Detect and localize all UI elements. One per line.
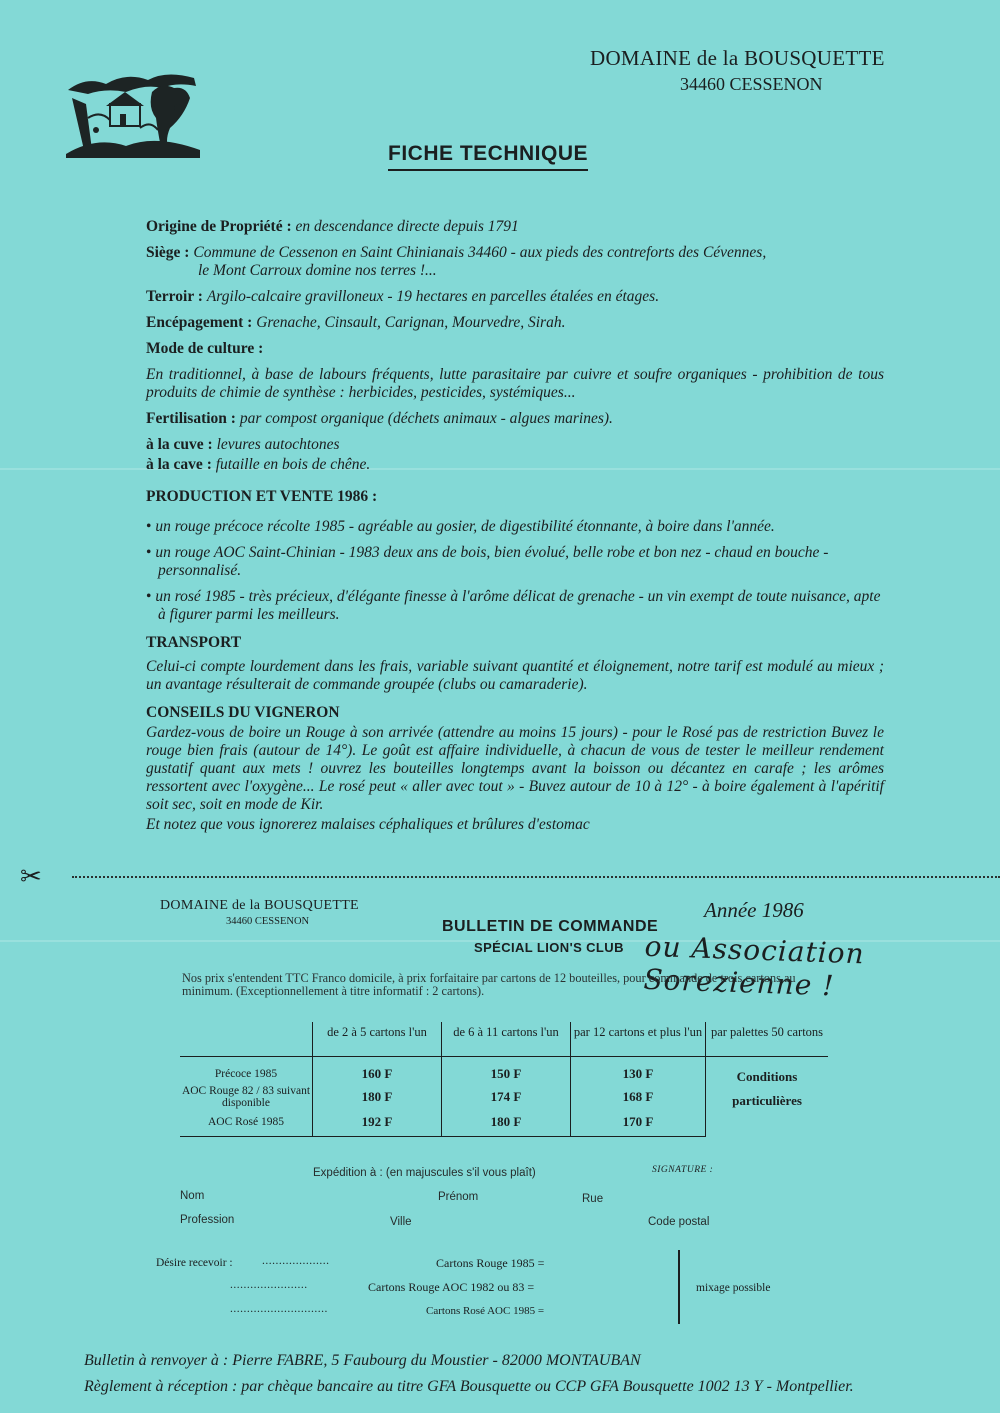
vineyard-logo-illustration (66, 58, 200, 158)
code-postal-field[interactable]: Code postal (648, 1216, 710, 1228)
origine-label: Origine de Propriété : (146, 218, 292, 235)
transport-heading: TRANSPORT (146, 634, 242, 651)
cave-text: futaille en bois de chêne. (215, 456, 371, 473)
price-cell: 170 F (571, 1109, 706, 1137)
conditions-text-2: particulières (732, 1093, 802, 1108)
table-header-cell: de 2 à 5 cartons l'un (313, 1022, 442, 1057)
order-year: Année 1986 (704, 898, 804, 922)
mixage-note: mixage possible (696, 1282, 771, 1294)
nom-field[interactable]: Nom (180, 1190, 205, 1202)
encepagement-text: Grenache, Cinsault, Carignan, Mourvedre, Sirah. (256, 314, 566, 331)
cuve-text: levures autochtones (216, 436, 340, 453)
mode-culture-label: Mode de culture : (146, 340, 264, 357)
transport-text: Celui-ci compte lourdement dans les frais, variable suivant quantité et éloignement, notre tarif est modulé au mieux ; un avantage résulterait de commande groupée (clubs ou camaraderie). (146, 658, 884, 693)
order-title: BULLETIN DE COMMANDE (442, 918, 659, 935)
cuve-row (146, 436, 884, 454)
list-item: • un rouge AOC Saint-Chinian - 1983 deux ans de bois, bien évolué, belle robe et bon nez - chaud en bouche - personnalisé. (146, 544, 884, 580)
conseils-heading: CONSEILS DU VIGNERON (146, 704, 340, 721)
footer-return-address: Bulletin à renvoyer à : Pierre FABRE, 5 Faubourg du Moustier - 82000 MONTAUBAN (84, 1352, 641, 1369)
price-cell: 174 F (442, 1085, 571, 1109)
cave-row (146, 456, 884, 474)
price-cell: 168 F (571, 1085, 706, 1109)
origine-row (146, 218, 884, 236)
price-cell: 192 F (313, 1109, 442, 1137)
rose-aoc-label: Cartons Rosé AOC 1985 = (426, 1305, 545, 1317)
mode-culture-text: En traditionnel, à base de labours fréquents, lutte parasitaire par cuivre et soufre organiques - prohibition de tous produits de chimie de synthèse : herbicides, pesticides, systémiques... (146, 366, 884, 401)
fertilisation-text: par compost organique (déchets animaux - algues marines). (239, 410, 613, 427)
siege-text: Commune de Cessenon en Saint Chinianais 34460 - aux pieds des contreforts des Cévennes, (193, 244, 767, 261)
order-domain-name: DOMAINE de la BOUSQUETTE (160, 898, 359, 913)
cuve-label: à la cuve : (146, 436, 213, 453)
conseils-text: Gardez-vous de boire un Rouge à son arrivée (attendre au moins 15 jours) - pour le Rosé pas de restriction Buvez le rouge bien frais (autour de 14°). Le goût est affaire individuelle, à chacun de vous de tester le meilleur rendement gustatif quant aux mets ! ouvrez les bouteilles longtemps avant la boisson ou décantez en carafe ; les arômes ressortent avec l'oxygène... Le rosé peut « aller avec tout » - Buvez autour de 10 à 12° - à boire également à l'apéritif soit sec, soit en mode de Kir. (146, 724, 884, 813)
quantity-rouge-aoc[interactable]: ....................... (230, 1279, 308, 1291)
rouge-1985-label: Cartons Rouge 1985 = (436, 1256, 545, 1270)
production-heading: PRODUCTION ET VENTE 1986 : (146, 488, 378, 505)
order-domain-city: 34460 CESSENON (226, 916, 310, 927)
pricing-note: Nos prix s'entendent TTC Franco domicile, à prix forfaitaire par cartons de 12 bouteilles, pour commande de trois cartons au minimum. (Exceptionnellement à titre informatif : 2 cartons). (182, 971, 796, 998)
table-row (180, 1057, 828, 1085)
price-table (180, 1022, 828, 1137)
cave-label: à la cave : (146, 456, 212, 473)
technical-sheet-body (146, 218, 884, 842)
conditions-cell (706, 1057, 829, 1137)
terroir-label: Terroir : (146, 288, 203, 305)
table-header-cell (180, 1022, 313, 1057)
handwritten-annotation: ou Association Sorezienne ! (642, 929, 866, 1003)
ville-field[interactable]: Ville (390, 1216, 412, 1228)
list-item: • un rosé 1985 - très précieux, d'élégante finesse à l'arôme délicat de grenache - un vin exempt de toute nuisance, apte à figurer parmi les meilleurs. (146, 588, 884, 624)
profession-field[interactable]: Profession (180, 1214, 235, 1226)
table-header-row (180, 1022, 828, 1057)
conditions-text: Conditions (736, 1069, 798, 1084)
terroir-row (146, 288, 884, 306)
grouping-brace (678, 1250, 692, 1324)
product-label: AOC Rouge 82 / 83 suivant disponible (181, 1084, 311, 1109)
table-header-cell: de 6 à 11 cartons l'un (442, 1022, 571, 1057)
product-label: Précoce 1985 (214, 1067, 278, 1080)
encepagement-row (146, 314, 884, 332)
order-subtitle: SPÉCIAL LION'S CLUB (474, 940, 624, 955)
prenom-field[interactable]: Prénom (438, 1191, 479, 1203)
domain-name: DOMAINE de la BOUSQUETTE (590, 46, 885, 70)
price-cell: 130 F (571, 1057, 706, 1085)
price-cell: 150 F (442, 1057, 571, 1085)
footer-payment-info: Règlement à réception : par chèque bancaire au titre GFA Bousquette ou CCP GFA Bousquette 1002 13 Y - Montpellier. (84, 1378, 854, 1395)
rue-field[interactable]: Rue (582, 1193, 604, 1205)
table-header-cell: par palettes 50 cartons (706, 1022, 829, 1057)
table-header-cell: par 12 cartons et plus l'un (571, 1022, 706, 1057)
product-label: AOC Rosé 1985 (180, 1109, 313, 1137)
fertilisation-label: Fertilisation : (146, 410, 236, 427)
terroir-text: Argilo-calcaire gravilloneux - 19 hectares en parcelles étalées en étages. (206, 288, 660, 305)
rouge-aoc-label: Cartons Rouge AOC 1982 ou 83 = (368, 1280, 535, 1294)
quantity-rouge-1985[interactable]: .................... (262, 1255, 330, 1267)
expedition-label: Expédition à : (en majuscules s'il vous plaît) (313, 1167, 536, 1179)
fertilisation-row (146, 410, 884, 428)
list-item: • un rouge précoce récolte 1985 - agréable au gosier, de digestibilité étonnante, à boire dans l'année. (146, 518, 884, 536)
price-cell: 180 F (442, 1109, 571, 1137)
production-list (146, 518, 884, 624)
signature-label: SIGNATURE : (652, 1165, 714, 1175)
siege-label: Siège : (146, 244, 190, 261)
conseils-closing: Et notez que vous ignorerez malaises céphaliques et brûlures d'estomac (146, 816, 590, 833)
domain-city: 34460 CESSENON (680, 74, 823, 94)
siege-text-continued: le Mont Carroux domine nos terres !... (198, 262, 437, 279)
encepagement-label: Encépagement : (146, 314, 253, 331)
origine-text: en descendance directe depuis 1791 (295, 218, 519, 235)
scissors-icon: ✂ (20, 862, 42, 892)
cut-line (72, 876, 1000, 878)
price-cell: 160 F (313, 1057, 442, 1085)
siege-row (146, 244, 884, 280)
page-title: FICHE TECHNIQUE (388, 142, 588, 171)
quantity-rose-aoc[interactable]: ............................. (230, 1303, 328, 1315)
desire-label: Désire recevoir : (156, 1257, 233, 1269)
price-cell: 180 F (313, 1085, 442, 1109)
